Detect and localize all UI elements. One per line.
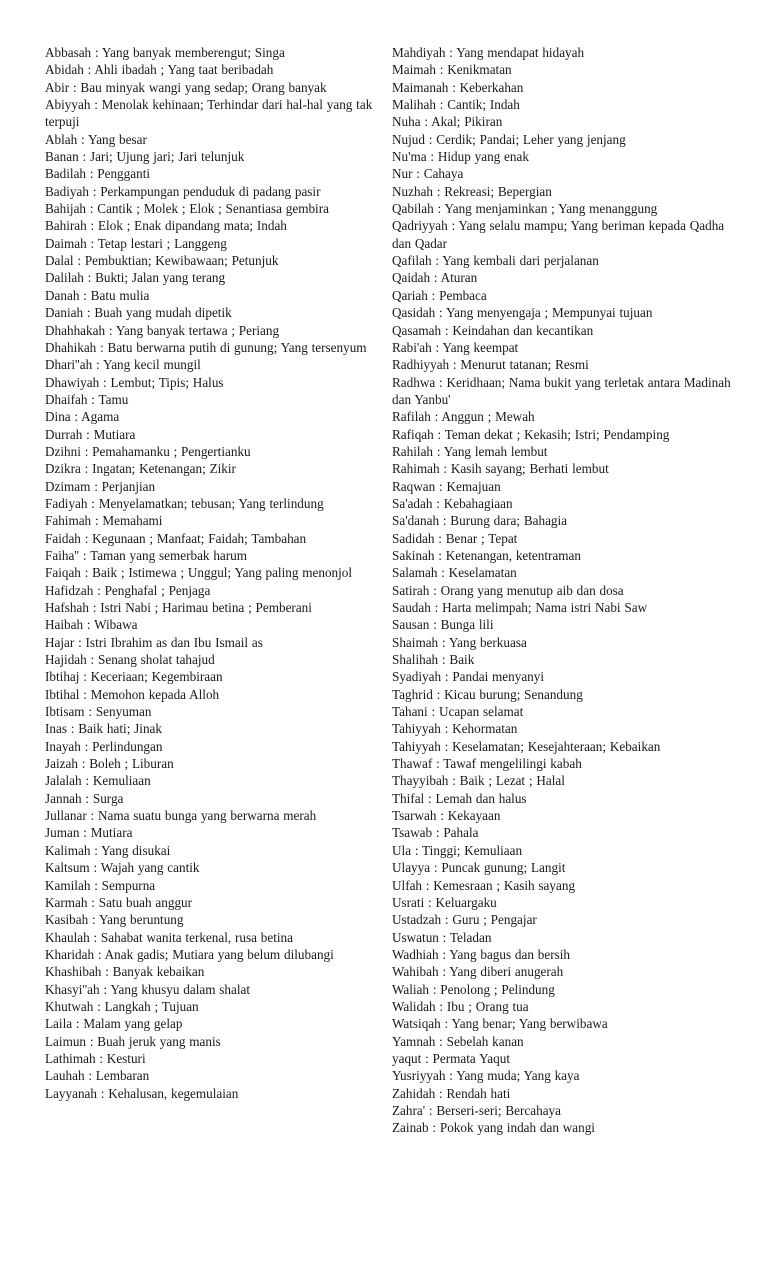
name-entry: Nu'ma : Hidup yang enak (392, 149, 529, 165)
name-entry: Sadidah : Benar ; Tepat (392, 530, 518, 546)
name-entry: Thawaf : Tawaf mengelilingi kabah (392, 756, 582, 772)
name-entry: Ulayya : Puncak gunung; Langit (392, 860, 566, 876)
name-entry: Badiyah : Perkampungan penduduk di padang pasir (45, 183, 321, 199)
name-entry: Rafiqah : Teman dekat ; Kekasih; Istri; Pendamping (392, 426, 670, 442)
name-entry: Raqwan : Kemajuan (392, 478, 501, 494)
name-entry: Satirah : Orang yang menutup aib dan dosa (392, 582, 624, 598)
name-entry: Dhawiyah : Lembut; Tipis; Halus (45, 374, 224, 390)
name-entry: Hajar : Istri Ibrahim as dan Ibu Ismail as (45, 634, 263, 650)
name-entry: Sa'danah : Burung dara; Bahagia (392, 513, 568, 529)
name-entry: Fahimah : Memahami (45, 513, 163, 529)
name-entry: Zahra' : Berseri-seri; Bercahaya (392, 1102, 561, 1118)
name-entry: Shaimah : Yang berkuasa (392, 634, 527, 650)
name-entry: Lauhah : Lembaran (45, 1068, 150, 1084)
name-entry: Daniah : Buah yang mudah dipetik (45, 305, 232, 321)
name-entry: Faiqah : Baik ; Istimewa ; Unggul; Yang paling menonjol (45, 565, 353, 581)
name-entry: Dhahhakah : Yang banyak tertawa ; Periang (45, 322, 280, 338)
name-entry: Tahiyyah : Kehormatan (392, 721, 518, 737)
name-entry: Kharidah : Anak gadis; Mutiara yang belum dilubangi (45, 946, 334, 962)
name-entry: Kasibah : Yang beruntung (45, 912, 184, 928)
name-entry: Rahimah : Kasih sayang; Berhati lembut (392, 461, 609, 477)
name-entry: Abbasah : Yang banyak memberengut; Singa (45, 45, 285, 60)
name-entry: Laimun : Buah jeruk yang manis (45, 1033, 221, 1049)
name-entry: yaqut : Permata Yaqut (392, 1050, 510, 1066)
name-entry: Rahilah : Yang lemah lembut (392, 443, 548, 459)
name-entry: Jaizah : Boleh ; Liburan (45, 756, 174, 772)
name-entry: Dhari''ah : Yang kecil mungil (45, 357, 201, 373)
name-entry: Zainab : Pokok yang indah dan wangi (392, 1120, 595, 1136)
name-entry: Inas : Baik hati; Jinak (45, 721, 163, 737)
name-entry: Thifal : Lemah dan halus (392, 790, 527, 806)
name-entry: Sausan : Bunga lili (392, 617, 494, 633)
name-entry: Qafilah : Yang kembali dari perjalanan (392, 253, 599, 269)
left-name-column (45, 44, 375, 1102)
name-entry: Abiyyah : Menolak kehinaan; Terhindar dari hal-hal yang tak terpuji (45, 97, 373, 130)
name-entry: Kamilah : Sempurna (45, 877, 156, 893)
name-entry: Ustadzah : Guru ; Pengajar (392, 912, 537, 928)
name-entry: Khashibah : Banyak kebaikan (45, 964, 205, 980)
name-entry: Salamah : Keselamatan (392, 565, 517, 581)
name-entry: Faidah : Kegunaan ; Manfaat; Faidah; Tambahan (45, 530, 307, 546)
name-entry: Ula : Tinggi; Kemuliaan (392, 842, 523, 858)
name-entry: Haibah : Wibawa (45, 617, 138, 633)
name-entry: Mahdiyah : Yang mendapat hidayah (392, 45, 585, 60)
name-entry: Fadiyah : Menyelamatkan; tebusan; Yang terlindung (45, 495, 324, 511)
name-entry: Khutwah : Langkah ; Tujuan (45, 998, 199, 1014)
name-entry: Yusriyyah : Yang muda; Yang kaya (392, 1068, 580, 1084)
name-entry: Nuzhah : Rekreasi; Bepergian (392, 183, 552, 199)
name-entry: Layyanah : Kehalusan, kegemulaian (45, 1085, 239, 1101)
name-entry: Abir : Bau minyak wangi yang sedap; Orang banyak (45, 79, 327, 95)
name-entry: Abidah : Ahli ibadah ; Yang taat beribadah (45, 62, 274, 78)
name-entry: Qabilah : Yang menjaminkan ; Yang menanggung (392, 201, 658, 217)
name-entry: Dzikra : Ingatan; Ketenangan; Zikir (45, 461, 236, 477)
name-entry: Nuha : Akal; Pikiran (392, 114, 503, 130)
name-entry: Banan : Jari; Ujung jari; Jari telunjuk (45, 149, 245, 165)
name-entry: Sakinah : Ketenangan, ketentraman (392, 547, 581, 563)
name-entry: Zahidah : Rendah hati (392, 1085, 511, 1101)
name-entry: Saudah : Harta melimpah; Nama istri Nabi Saw (392, 600, 648, 615)
name-entry: Waliah : Penolong ; Pelindung (392, 981, 555, 997)
name-entry: Tsawab : Pahala (392, 825, 479, 841)
name-entry: Danah : Batu mulia (45, 287, 150, 303)
name-entry: Ablah : Yang besar (45, 131, 147, 147)
name-entry: Laila : Malam yang gelap (45, 1016, 183, 1032)
name-entry: Dalal : Pembuktian; Kewibawaan; Petunjuk (45, 253, 279, 269)
name-entry: Khaulah : Sahabat wanita terkenal, rusa betina (45, 929, 293, 945)
name-entry: Karmah : Satu buah anggur (45, 894, 193, 910)
name-entry: Qasidah : Yang menyengaja ; Mempunyai tujuan (392, 305, 653, 321)
name-entry: Malihah : Cantik; Indah (392, 97, 520, 113)
name-entry: Jullanar : Nama suatu bunga yang berwarna merah (45, 808, 317, 824)
name-entry: Jalalah : Kemuliaan (45, 773, 151, 789)
name-entry: Faiha'' : Taman yang semerbak harum (45, 547, 248, 563)
right-name-column (392, 44, 732, 1137)
name-entry: Dhaifah : Tamu (45, 391, 129, 407)
name-entry: Dina : Agama (45, 409, 120, 425)
name-entry: Inayah : Perlindungan (45, 738, 163, 754)
name-entry: Hafidzah : Penghafal ; Penjaga (45, 582, 211, 598)
name-entry: Tsarwah : Kekayaan (392, 808, 501, 824)
name-entry: Yamnah : Sebelah kanan (392, 1033, 524, 1049)
name-entry: Dzimam : Perjanjian (45, 478, 156, 494)
name-entry: Wahibah : Yang diberi anugerah (392, 964, 564, 980)
name-entry: Maimanah : Keberkahan (392, 79, 524, 95)
name-entry: Ibtihal : Memohon kepada Alloh (45, 686, 220, 702)
name-entry: Sa'adah : Kebahagiaan (392, 495, 513, 511)
name-entry: Shalihah : Baik (392, 652, 475, 668)
name-entry: Ulfah : Kemesraan ; Kasih sayang (392, 877, 576, 893)
name-entry: Hajidah : Senang sholat tahajud (45, 652, 215, 668)
name-entry: Watsiqah : Yang benar; Yang berwibawa (392, 1016, 608, 1032)
name-entry: Dalilah : Bukti; Jalan yang terang (45, 270, 226, 286)
name-entry: Syadiyah : Pandai menyanyi (392, 669, 545, 685)
name-entry: Uswatun : Teladan (392, 929, 492, 945)
name-entry: Jannah : Surga (45, 790, 124, 806)
name-entry: Lathimah : Kesturi (45, 1050, 146, 1066)
name-entry: Bahijah : Cantik ; Molek ; Elok ; Senantiasa gembira (45, 201, 329, 217)
name-entry: Rafilah : Anggun ; Mewah (392, 409, 535, 425)
name-entry: Walidah : Ibu ; Orang tua (392, 998, 529, 1014)
name-entry: Durrah : Mutiara (45, 426, 136, 442)
name-entry: Kalimah : Yang disukai (45, 842, 171, 858)
name-entry: Ibtihaj : Keceriaan; Kegembiraan (45, 669, 223, 685)
name-entry: Qariah : Pembaca (392, 287, 487, 303)
name-entry: Daimah : Tetap lestari ; Langgeng (45, 235, 227, 251)
name-entry: Nujud : Cerdik; Pandai; Leher yang jenjang (392, 131, 626, 147)
name-entry: Taghrid : Kicau burung; Senandung (392, 686, 583, 702)
name-entry: Usrati : Keluargaku (392, 894, 497, 910)
name-entry: Dhahikah : Batu berwarna putih di gunung; Yang tersenyum (45, 339, 367, 355)
name-entry: Qadriyyah : Yang selalu mampu; Yang beriman kepada Qadha dan Qadar (392, 218, 725, 251)
name-entry: Qaidah : Aturan (392, 270, 478, 286)
name-entry: Kaltsum : Wajah yang cantik (45, 860, 200, 876)
name-entry: Maimah : Kenikmatan (392, 62, 512, 78)
name-entry: Tahiyyah : Keselamatan; Kesejahteraan; Kebaikan (392, 738, 661, 754)
name-entry: Rabi'ah : Yang keempat (392, 339, 519, 355)
name-entry: Ibtisam : Senyuman (45, 704, 152, 720)
name-entry: Radhwa : Keridhaan; Nama bukit yang terletak antara Madinah dan Yanbu' (392, 374, 731, 407)
name-entry: Radhiyyah : Menurut tatanan; Resmi (392, 357, 589, 373)
name-entry: Hafshah : Istri Nabi ; Harimau betina ; Pemberani (45, 600, 312, 615)
name-entry: Dzihni : Pemahamanku ; Pengertianku (45, 443, 251, 459)
name-entry: Khasyi''ah : Yang khusyu dalam shalat (45, 981, 251, 997)
name-entry: Thayyibah : Baik ; Lezat ; Halal (392, 773, 565, 789)
name-entry: Wadhiah : Yang bagus dan bersih (392, 946, 570, 962)
name-entry: Nur : Cahaya (392, 166, 464, 182)
name-entry: Badilah : Pengganti (45, 166, 151, 182)
name-entry: Tahani : Ucapan selamat (392, 704, 524, 720)
name-entry: Bahirah : Elok ; Enak dipandang mata; Indah (45, 218, 287, 234)
name-entry: Juman : Mutiara (45, 825, 133, 841)
name-entry: Qasamah : Keindahan dan kecantikan (392, 322, 594, 338)
